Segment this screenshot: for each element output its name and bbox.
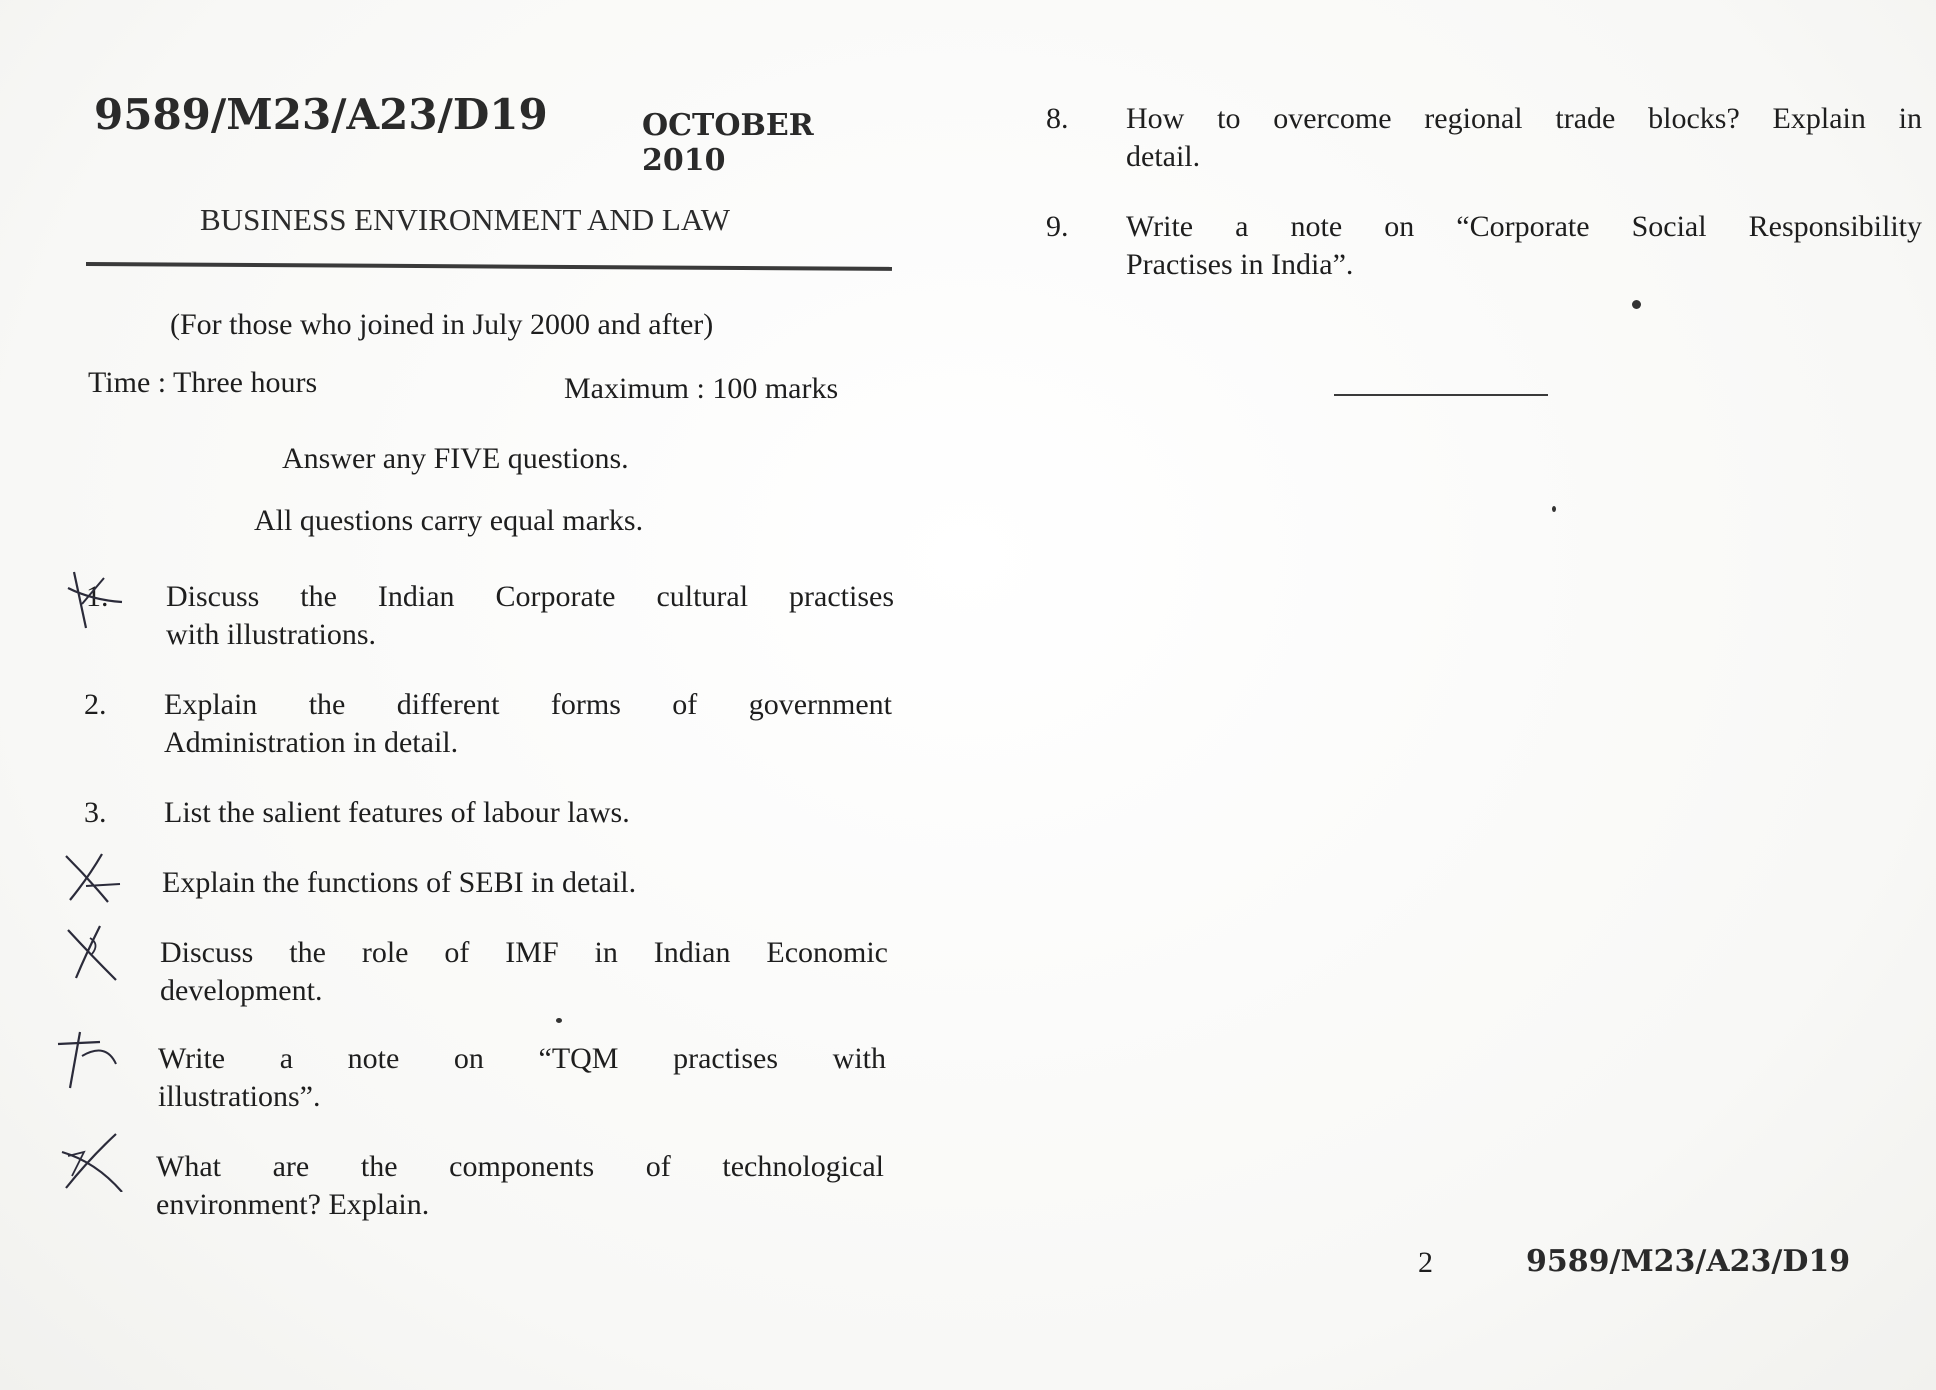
instruction-equal-marks: All questions carry equal marks. — [254, 504, 644, 537]
question-number: 8. — [1046, 102, 1069, 135]
handwritten-cross-mark-icon — [58, 848, 138, 908]
question-text — [1126, 208, 1922, 284]
applicability-note: (For those who joined in July 2000 and after) — [170, 308, 714, 341]
question-line-1: How to overcome regional trade blocks? Explain in — [1126, 102, 1922, 135]
footer-paper-code: 9589/M23/A23/D19 — [1526, 1244, 1851, 1279]
question-line-2: Administration in detail. — [164, 726, 459, 759]
question-line-2: development. — [160, 974, 323, 1007]
question-line-2: detail. — [1126, 140, 1201, 173]
question-line-2: with illustrations. — [166, 618, 376, 651]
question-text — [166, 578, 894, 654]
question-line-1: What are the components of technological — [156, 1150, 884, 1183]
question-text — [164, 794, 892, 832]
maximum-marks: Maximum : 100 marks — [564, 372, 839, 405]
question-text — [158, 1040, 886, 1116]
end-of-paper-rule — [1334, 394, 1548, 396]
question-number: 1. — [86, 580, 109, 613]
ink-speck — [556, 1018, 562, 1023]
question-number: 2. — [84, 688, 107, 721]
ink-speck — [1632, 300, 1641, 309]
question-text — [160, 934, 888, 1010]
handwritten-cross-mark-icon — [56, 1030, 136, 1090]
question-line-2: environment? Explain. — [156, 1188, 430, 1221]
header-divider — [86, 262, 892, 271]
question-text — [1126, 100, 1922, 176]
question-text — [162, 864, 890, 902]
question-line-2: illustrations”. — [158, 1080, 321, 1113]
question-line-1: Explain the functions of SEBI in detail. — [162, 866, 637, 899]
question-line-1: Explain the different forms of government — [164, 688, 892, 721]
question-line-1: Discuss the Indian Corporate cultural practises — [166, 580, 894, 613]
question-text — [164, 686, 892, 762]
header-row — [86, 90, 892, 178]
question-line-1: Write a note on “TQM practises with — [158, 1042, 886, 1075]
question-line-1: Discuss the role of IMF in Indian Economic — [160, 936, 888, 969]
paper-code: 9589/M23/A23/D19 — [94, 90, 548, 139]
question-text — [156, 1148, 884, 1224]
instruction-answer-five: Answer any FIVE questions. — [282, 442, 629, 475]
question-number: 3. — [84, 796, 107, 829]
left-column — [84, 90, 894, 1221]
question-line-2: Practises in India”. — [1126, 248, 1354, 281]
time-allowed: Time : Three hours — [88, 366, 318, 399]
question-line-1: Write a note on “Corporate Social Responsibility — [1126, 210, 1922, 243]
question-number: 9. — [1046, 210, 1069, 243]
exam-date: OCTOBER 2010 — [642, 108, 814, 178]
subject-title: BUSINESS ENVIRONMENT AND LAW — [200, 202, 730, 237]
handwritten-cross-mark-icon — [56, 1132, 136, 1192]
question-line-1: List the salient features of labour laws. — [164, 796, 630, 829]
ink-speck — [1552, 506, 1556, 512]
handwritten-cross-mark-icon — [60, 924, 140, 984]
page-number: 2 — [1418, 1246, 1433, 1279]
